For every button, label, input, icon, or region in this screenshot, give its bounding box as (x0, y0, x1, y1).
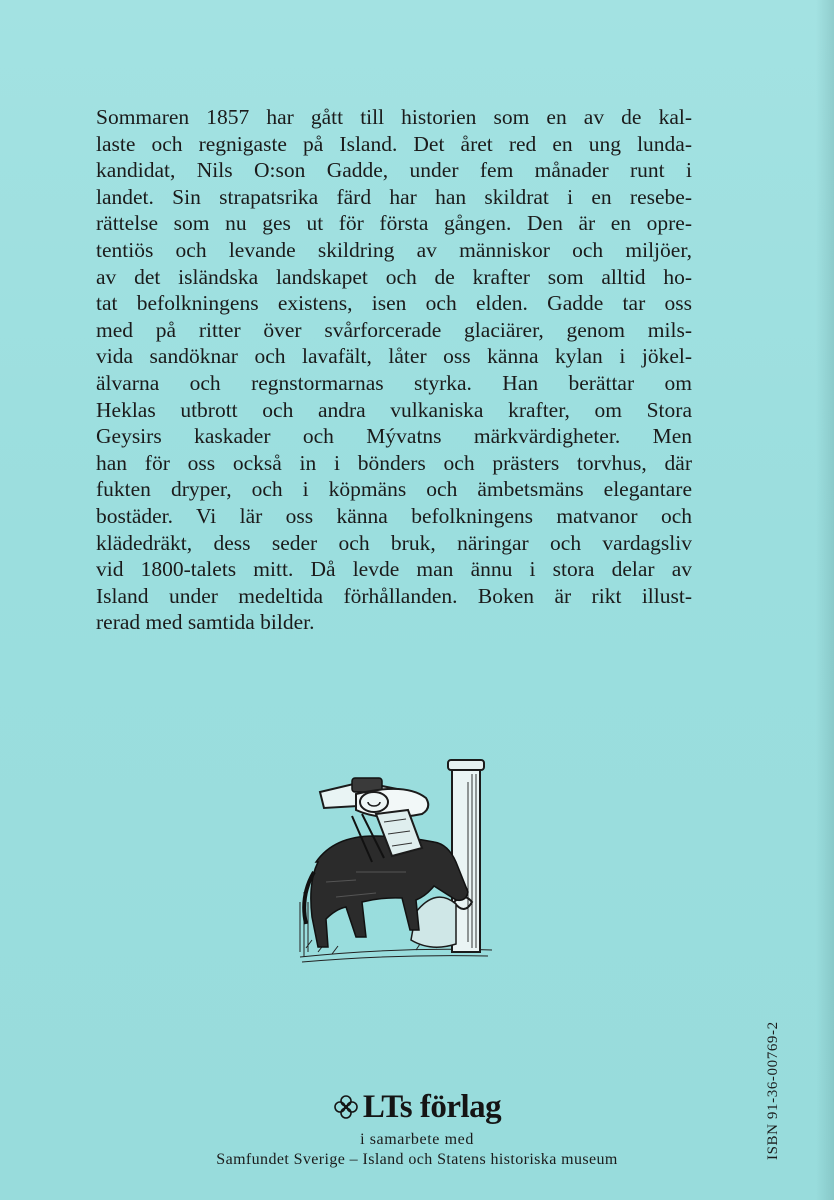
flower-emblem-icon (333, 1094, 359, 1120)
publisher-name: LTs förlag (362, 1088, 502, 1125)
blurb-line: älvarna och regnstormarnas styrka. Han berättar om (96, 370, 692, 395)
blurb-line: bostäder. Vi lär oss känna befolkningens matvanor och (96, 503, 692, 528)
blurb-line: vid 1800-talets mitt. Då levde man ännu i stora delar av (96, 557, 692, 582)
publisher-block (0, 1085, 834, 1169)
back-cover-blurb (96, 104, 692, 636)
blurb-line: med på ritter över svårforcerade glaciärer, genom mils- (96, 317, 692, 342)
blurb-line: Geysirs kaskader och Mývatns märkvärdigheter. Men (96, 424, 692, 449)
blurb-line: rerad med samtida bilder. (96, 610, 315, 635)
blurb-line: han för oss också in i bönders och prästers torvhus, där (96, 450, 692, 475)
blurb-line: vida sandöknar och lavafält, låter oss känna kylan i jökel- (96, 344, 692, 369)
isbn-number: ISBN 91-36-00769-2 (765, 1021, 781, 1160)
blurb-line: Sommaren 1857 har gått till historien som en av de kal- (96, 105, 692, 129)
blurb-line: Heklas utbrott och andra vulkaniska krafter, om Stora (96, 397, 692, 422)
blurb-line: av det isländska landskapet och de krafter som alltid ho- (96, 264, 692, 289)
blurb-line: kandidat, Nils O:son Gadde, under fem månader runt i (96, 158, 692, 183)
packhorse-engraving-icon (296, 752, 496, 972)
blurb-line: landet. Sin strapatsrika färd har han skildrat i en resebe- (96, 184, 692, 209)
blurb-line: tat befolkningens existens, isen och elden. Gadde tar oss (96, 291, 692, 316)
collaboration-text: i samarbete med (360, 1131, 474, 1148)
blurb-line: rättelse som nu ges ut för första gången. Den är en opre- (96, 211, 692, 236)
blurb-line: Island under medeltida förhållanden. Boken är rikt illust- (96, 583, 692, 608)
blurb-line: klädedräkt, dess seder och bruk, näringar och vardagsliv (96, 530, 692, 555)
publisher-logo (0, 1085, 834, 1129)
blurb-line: tentiös och levande skildring av människor och miljöer, (96, 237, 692, 262)
page-edge-shadow (816, 0, 834, 1200)
blurb-line: fukten dryper, och i köpmäns och ämbetsmäns elegantare (96, 477, 692, 502)
blurb-line: laste och regnigaste på Island. Det året red en ung lunda- (96, 131, 692, 156)
partner-organizations: Samfundet Sverige – Island och Statens historiska museum (216, 1151, 618, 1168)
